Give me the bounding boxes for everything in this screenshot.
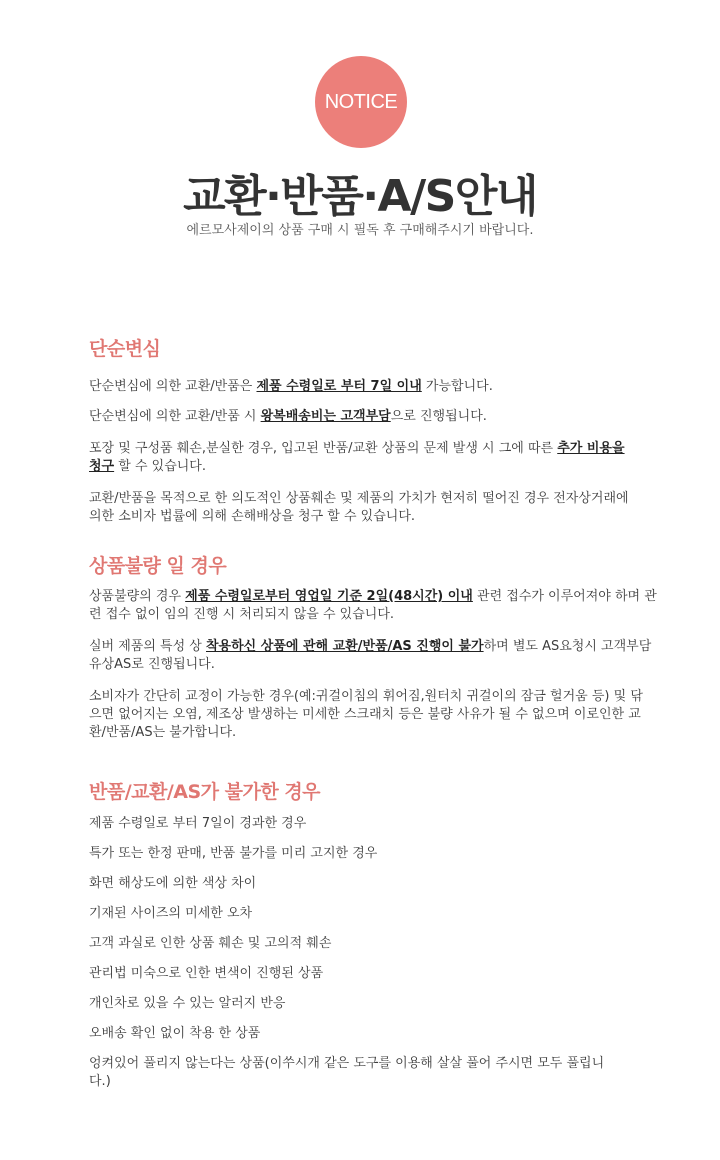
- unavailable-item: [89, 905, 669, 923]
- list-item: 관리법 미숙으로 인한 변색이 진행된 상품: [89, 966, 324, 981]
- list-item: 엉켜있어 풀리지 않는다는 상품(이쑤시개 같은 도구를 이용해 살살 풀어 주시면 모두 풀립니다.): [89, 1056, 605, 1089]
- section-defect: [89, 551, 669, 578]
- section-title-simple: 단순변심: [89, 338, 161, 360]
- unavailable-item: [89, 815, 669, 833]
- section-simple-change: [89, 334, 669, 361]
- unavailable-item: [89, 1025, 669, 1043]
- list-item: 화면 해상도에 의한 색상 차이: [89, 876, 257, 891]
- simple-p3-text-c: 할 수 있습니다.: [114, 459, 207, 474]
- simple-p3-text-a: 포장 및 구성품 훼손,분실한 경우, 입고된 반품/교환 상품의 문제 발생 시 그에 따른: [89, 441, 558, 456]
- simple-para-3: [89, 440, 629, 476]
- list-item: 기재된 사이즈의 미세한 오차: [89, 906, 253, 921]
- notice-badge-label: NOTICE: [324, 90, 398, 113]
- simple-p1-text-a: 단순변심에 의한 교환/반품은: [89, 379, 257, 394]
- simple-p1-text-c: 가능합니다.: [421, 379, 493, 394]
- unavailable-item: [89, 845, 669, 863]
- defect-para-1: [89, 588, 659, 624]
- unavailable-item: [89, 1055, 619, 1091]
- simple-para-1: [89, 378, 669, 396]
- simple-p4-text: 교환/반품을 목적으로 한 의도적인 상품훼손 및 제품의 가치가 현저히 떨어진 경우 전자상거래에 의한 소비자 법률에 의해 손해배상을 청구 할 수 있습니다.: [89, 491, 629, 524]
- simple-p2-highlight: 왕복배송비는 고객부담: [260, 409, 391, 424]
- unavailable-item: [89, 995, 669, 1013]
- simple-para-4: [89, 490, 629, 526]
- unavailable-item: [89, 875, 669, 893]
- list-item: 제품 수령일로 부터 7일이 경과한 경우: [89, 816, 307, 831]
- list-item: 개인차로 있을 수 있는 알러지 반응: [89, 996, 286, 1011]
- defect-para-2: [89, 638, 659, 674]
- simple-p3-highlight: 추가 비용을 청구: [89, 441, 625, 474]
- section-title-unavailable: 반품/교환/AS가 불가한 경우: [89, 781, 321, 803]
- defect-p1-text-a: 상품불량의 경우: [89, 589, 186, 604]
- simple-para-2: [89, 408, 669, 426]
- list-item: 오배송 확인 없이 착용 한 상품: [89, 1026, 261, 1041]
- defect-p1-text-c: 관련 접수가 이루어져야 하며 관련 접수 없이 임의 진행 시 처리되지 않을 수 있습니다.: [89, 589, 657, 622]
- defect-p2-text-c: 하며 별도 AS요청시 고객부담 유상AS로 진행됩니다.: [89, 639, 652, 672]
- unavailable-item: [89, 935, 669, 953]
- unavailable-item: [89, 965, 669, 983]
- notice-badge: [315, 56, 407, 148]
- defect-p3-text: 소비자가 간단히 교정이 가능한 경우(예:귀걸이침의 휘어짐,원터치 귀걸이의 잠금 헐거움 등) 및 닦으면 없어지는 오염, 제조상 발생하는 미세한 스크래치 등은 불량 사유가 될 수 없으며 이로인한 교환/반품/AS는 불가합니다.: [89, 689, 643, 740]
- defect-para-3: [89, 688, 649, 742]
- list-item: 고객 과실로 인한 상품 훼손 및 고의적 훼손: [89, 936, 332, 951]
- simple-p2-text-c: 으로 진행됩니다.: [390, 409, 487, 424]
- section-unavailable: [89, 777, 669, 804]
- simple-p2-text-a: 단순변심에 의한 교환/반품 시: [89, 409, 261, 424]
- simple-p1-highlight: 제품 수령일로 부터 7일 이내: [256, 379, 422, 394]
- section-title-defect: 상품불량 일 경우: [89, 555, 227, 577]
- page-subtitle: 에르모사제이의 상품 구매 시 필독 후 구매해주시기 바랍니다.: [186, 223, 534, 238]
- list-item: 특가 또는 한정 판매, 반품 불가를 미리 고지한 경우: [89, 846, 378, 861]
- page-title: 교환·반품·A/S안내: [183, 171, 537, 222]
- defect-p1-highlight: 제품 수령일로부터 영업일 기준 2일(48시간) 이내: [185, 589, 473, 604]
- defect-p2-highlight: 착용하신 상품에 관해 교환/반품/AS 진행이 불가: [206, 639, 484, 654]
- defect-p2-text-a: 실버 제품의 특성 상: [89, 639, 206, 654]
